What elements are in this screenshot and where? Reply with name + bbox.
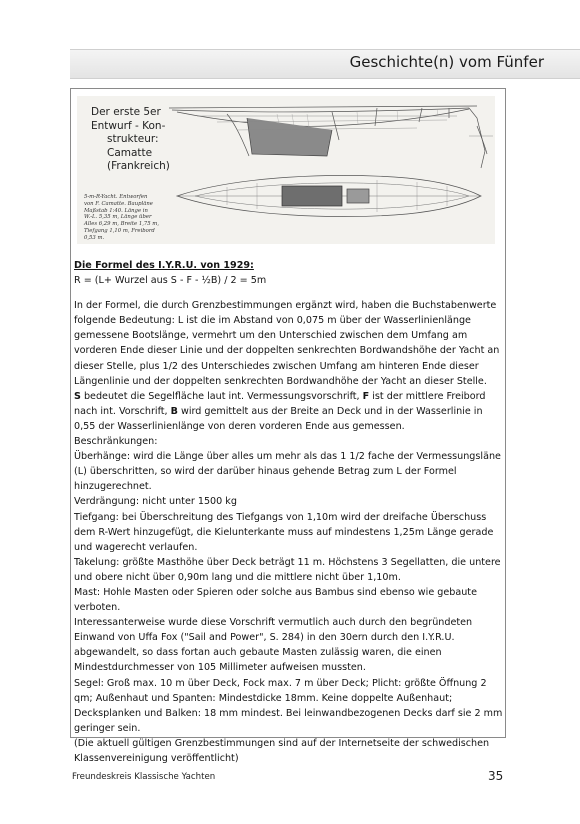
variable-b: B xyxy=(170,405,178,417)
paragraph-takelung: Takelung: größte Masthöhe über Deck beträgt 11 m. Höchstens 3 Segellatten, die untere und obere nicht über 0,90m lang und die mittlere nicht über 1,10m. xyxy=(74,556,501,583)
drawing-note-line: von F. Camatte. Baupläne xyxy=(84,200,153,207)
paragraph-tiefgang: Tiefgang: bei Überschreitung des Tiefgangs von 1,10m wird der dreifache Überschuss dem R-Wert hinzugefügt, die Kielunterkante muss auf mindestens 1,25m Länge gerade und wagerecht verlaufen. xyxy=(74,511,494,553)
variable-s-text: bedeutet die Segelfläche laut int. Vermessungsvorschrift, xyxy=(80,390,363,402)
variable-f-text: ist der mittlere Freibord nach int. Vorschrift, xyxy=(74,390,486,417)
variable-f: F xyxy=(362,390,370,402)
article-body xyxy=(74,258,504,766)
footer-publisher: Freundeskreis Klassische Yachten xyxy=(72,772,216,782)
paragraph-mast: Mast: Hohle Masten oder Spieren oder solche aus Bambus sind ebenso wie gebaute verboten. xyxy=(74,586,477,614)
restrictions-label: Beschränkungen: xyxy=(74,436,158,448)
paragraph-verdraengung: Verdrängung: nicht unter 1500 kg xyxy=(74,496,237,508)
drawing-note-line: Alles 6,29 m, Breite 1,75 m, xyxy=(84,221,160,228)
drawing-note-line: 0,53 m. xyxy=(84,234,105,241)
variable-s: S xyxy=(74,390,81,402)
section-heading xyxy=(74,258,504,273)
paragraph-ueberhaenge: Überhänge: wird die Länge über alles um mehr als das 1 1/2 fache der Vermessungsläne (L) überschritten, so wird der darüber hinaus gehende Betrag zum L der Formel hinzugerechnet. xyxy=(74,451,501,493)
drawing-note xyxy=(84,194,159,242)
header-bar xyxy=(70,49,580,79)
paragraph-formel: In der Formel, die durch Grenzbestimmungen ergänzt wird, haben die Buchstabenwerte folgende Bedeutung: L ist die im Abstand von 0,075 m über der Wasserlinienlänge gemessene Bootslänge, vermehrt um den Unterschied zwischen dem Umfang am vorderen Ende dieser Linie und der doppelten senkrechten Bordwandshöhe der Yacht an dieser Stelle, plus 1/2 des Unterschiedes zwischen Umfang am hinteren Ende dieser Längenlinie und der doppelten senkrechten Bordwandhöhe der Yacht an dieser Stelle. xyxy=(74,300,500,387)
page-title: Geschichte(n) vom Fünfer xyxy=(349,53,544,71)
caption-line: (Frankreich) xyxy=(107,160,170,172)
figure-caption xyxy=(91,106,170,174)
drawing-note-line: Maßstab 1:40. Länge in xyxy=(84,207,148,214)
paragraph-aktuell: (Die aktuell gültigen Grenzbestimmungen sind auf der Internetseite der schwedischen Klassenvereinigung veröffentlicht) xyxy=(74,737,490,764)
formula: R = (L+ Wurzel aus S - F - ½B) / 2 = 5m xyxy=(74,275,267,287)
paragraph-variables xyxy=(74,389,504,434)
yacht-drawing-figure xyxy=(77,96,495,244)
caption-line: strukteur: xyxy=(107,133,159,145)
paragraph-interessant: Interessanterweise wurde diese Vorschrift vermutlich auch durch den begründeten Einwand von Uffa Fox ("Sail and Power", S. 284) in den 30ern durch den I.Y.R.U. abgewandelt, so dass fortan auch gebaute Masten zulässig waren, die einen Mindestdurchmesser von 105 Millimeter aufweisen mussten. xyxy=(74,617,473,674)
caption-line: Der erste 5er xyxy=(91,106,161,118)
drawing-note-line: W.-L. 5,35 m, Länge über xyxy=(84,214,152,221)
section-heading-text: Die Formel des I.Y.R.U. von 1929: xyxy=(74,260,254,271)
paragraph-segel: Segel: Groß max. 10 m über Deck, Fock max. 7 m über Deck; Plicht: größte Öffnung 2 qm; Außenhaut und Spanten: Mindestdicke 18mm. Keine doppelte Außenhaut; Decksplanken und Balken: 18 mm mindest. Bei leinwandbezogenen Decks darf sie 2 mm geringer sein. xyxy=(74,677,503,734)
page-number: 35 xyxy=(488,769,504,783)
variable-b-text: wird gemittelt aus der Breite an Deck und in der Wasserlinie in 0,55 der Wasserlinienlänge von deren vorderen Ende aus gemessen. xyxy=(74,405,483,432)
drawing-note-line: 5-m-R-Yacht. Entworfen xyxy=(84,194,148,200)
caption-line: Entwurf - Kon- xyxy=(91,119,166,132)
drawing-note-line: Tiefgang 1,10 m, Freibord xyxy=(84,227,155,234)
caption-line: Camatte xyxy=(107,146,153,159)
